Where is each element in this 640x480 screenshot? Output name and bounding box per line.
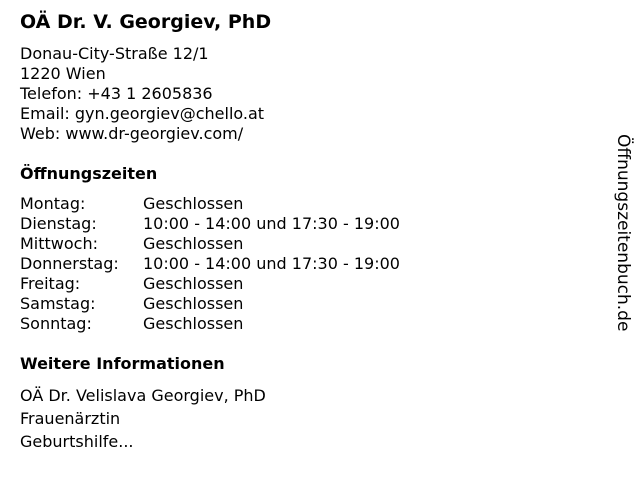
info-line: Geburtshilfe... xyxy=(20,432,134,451)
page-title: OÄ Dr. V. Georgiev, PhD xyxy=(20,11,272,33)
hours-value: Geschlossen xyxy=(143,294,244,313)
further-info-block xyxy=(20,384,266,453)
day-label: Dienstag: xyxy=(20,214,97,233)
day-label: Sonntag: xyxy=(20,314,92,333)
day-label: Mittwoch: xyxy=(20,234,98,253)
info-line: Frauenärztin xyxy=(20,409,121,428)
opening-hours-heading: Öffnungszeiten xyxy=(20,164,158,183)
day-label: Freitag: xyxy=(20,274,81,293)
address-city: 1220 Wien xyxy=(20,64,106,83)
hours-row-tuesday xyxy=(20,214,400,234)
hours-row-saturday xyxy=(20,294,400,314)
hours-row-wednesday xyxy=(20,234,400,254)
hours-value: 10:00 - 14:00 und 17:30 - 19:00 xyxy=(143,214,400,233)
email-line: Email: gyn.georgiev@chello.at xyxy=(20,104,265,123)
hours-row-sunday xyxy=(20,314,400,334)
hours-value: Geschlossen xyxy=(143,274,244,293)
day-label: Donnerstag: xyxy=(20,254,119,273)
hours-row-friday xyxy=(20,274,400,294)
hours-value: Geschlossen xyxy=(143,314,244,333)
contact-block xyxy=(20,44,264,144)
further-info-heading: Weitere Informationen xyxy=(20,354,225,373)
phone-line: Telefon: +43 1 2605836 xyxy=(20,84,213,103)
hours-value: Geschlossen xyxy=(143,194,244,213)
day-label: Samstag: xyxy=(20,294,96,313)
day-label: Montag: xyxy=(20,194,86,213)
hours-value: 10:00 - 14:00 und 17:30 - 19:00 xyxy=(143,254,400,273)
address-street: Donau-City-Straße 12/1 xyxy=(20,44,209,63)
hours-row-thursday xyxy=(20,254,400,274)
info-line: OÄ Dr. Velislava Georgiev, PhD xyxy=(20,386,266,405)
opening-hours-table xyxy=(20,194,400,334)
hours-row-monday xyxy=(20,194,400,214)
brand-watermark: Öffnungszeitenbuch.de xyxy=(613,134,633,332)
hours-value: Geschlossen xyxy=(143,234,244,253)
web-line: Web: www.dr-georgiev.com/ xyxy=(20,124,244,143)
